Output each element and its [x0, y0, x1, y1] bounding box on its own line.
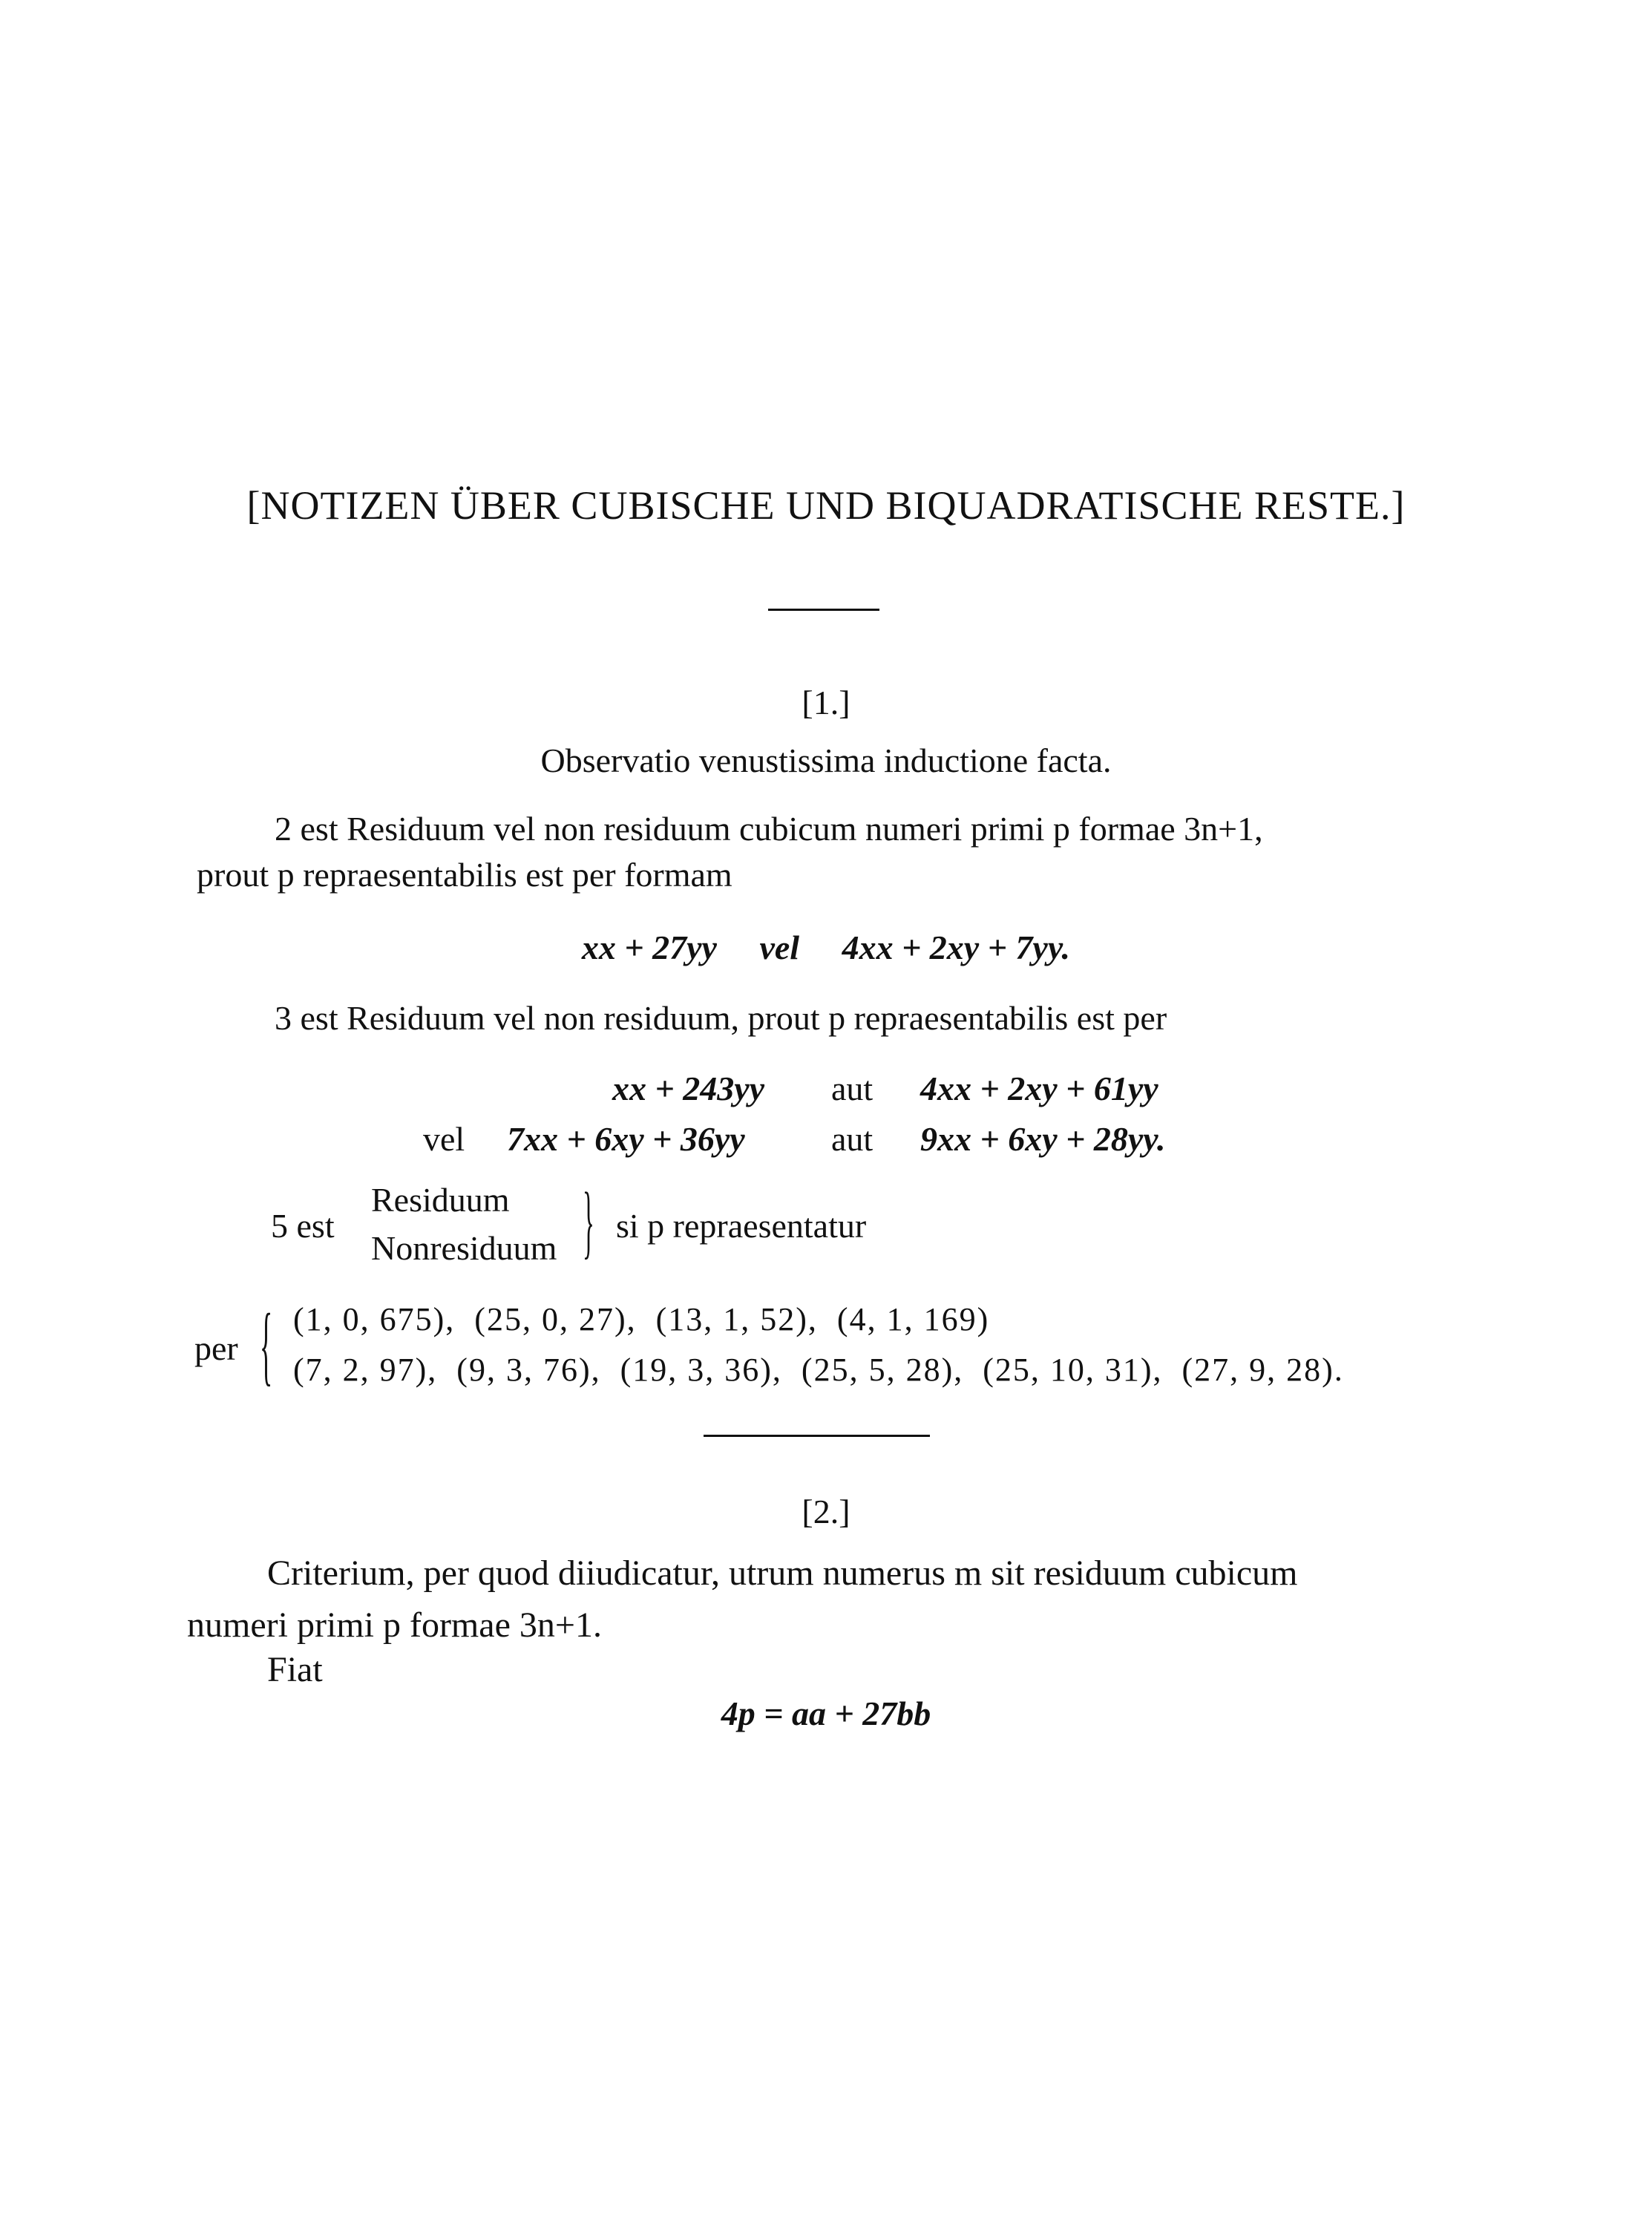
left-brace-per: { — [260, 1295, 273, 1394]
per-row-1: (1, 0, 675), (25, 0, 27), (13, 1, 52), (4, 1, 169) — [293, 1301, 990, 1337]
per-label: per — [194, 1329, 238, 1367]
section-1-label: [1.] — [802, 684, 850, 721]
formula-3-aut-1: aut — [831, 1070, 873, 1107]
section-2-label: [2.] — [802, 1493, 850, 1530]
criterium-line-2: numeri primi p formae 3n+1. — [187, 1605, 602, 1645]
paragraph-2-line-1: 2 est Residuum vel non residuum cubicum numeri primi p formae 3n+1, — [275, 810, 1263, 848]
section-divider — [704, 1435, 930, 1437]
right-brace-5: } — [583, 1176, 594, 1266]
section-1-heading: Observatio venustissima inductione facta. — [540, 741, 1112, 779]
residuum-option: Residuum — [371, 1181, 510, 1219]
fiat-text: Fiat — [267, 1650, 323, 1689]
formula-3-row-1-a: xx + 243yy — [612, 1070, 765, 1107]
paragraph-5-suffix: si p repraesentatur — [616, 1207, 867, 1245]
per-row-2: (7, 2, 97), (9, 3, 76), (19, 3, 36), (25, 5, 28), (25, 10, 31), (27, 9, 28). — [293, 1352, 1344, 1388]
title-divider — [768, 609, 879, 611]
formula-2: xx + 27yy vel 4xx + 2xy + 7yy. — [581, 929, 1071, 966]
paragraph-5-prefix: 5 est — [271, 1207, 335, 1245]
nonresiduum-option: Nonresiduum — [371, 1229, 557, 1267]
paragraph-3-line: 3 est Residuum vel non residuum, prout p repraesentabilis est per — [275, 999, 1167, 1037]
formula-3-row-2-a: 7xx + 6xy + 36yy — [507, 1120, 745, 1158]
formula-3-aut-2: aut — [831, 1120, 873, 1158]
paragraph-2-line-2: prout p repraesentabilis est per formam — [197, 856, 732, 894]
formula-3-row-2-b: 9xx + 6xy + 28yy. — [920, 1120, 1166, 1158]
page-title: [NOTIZEN ÜBER CUBISCHE UND BIQUADRATISCHE RESTE.] — [246, 483, 1406, 528]
formula-3-vel: vel — [423, 1120, 465, 1158]
criterium-line-1: Criterium, per quod diiudicatur, utrum numerus m sit residuum cubicum — [267, 1553, 1298, 1593]
formula-3-row-1-b: 4xx + 2xy + 61yy — [920, 1070, 1158, 1107]
formula-criterium: 4p = aa + 27bb — [721, 1694, 931, 1732]
